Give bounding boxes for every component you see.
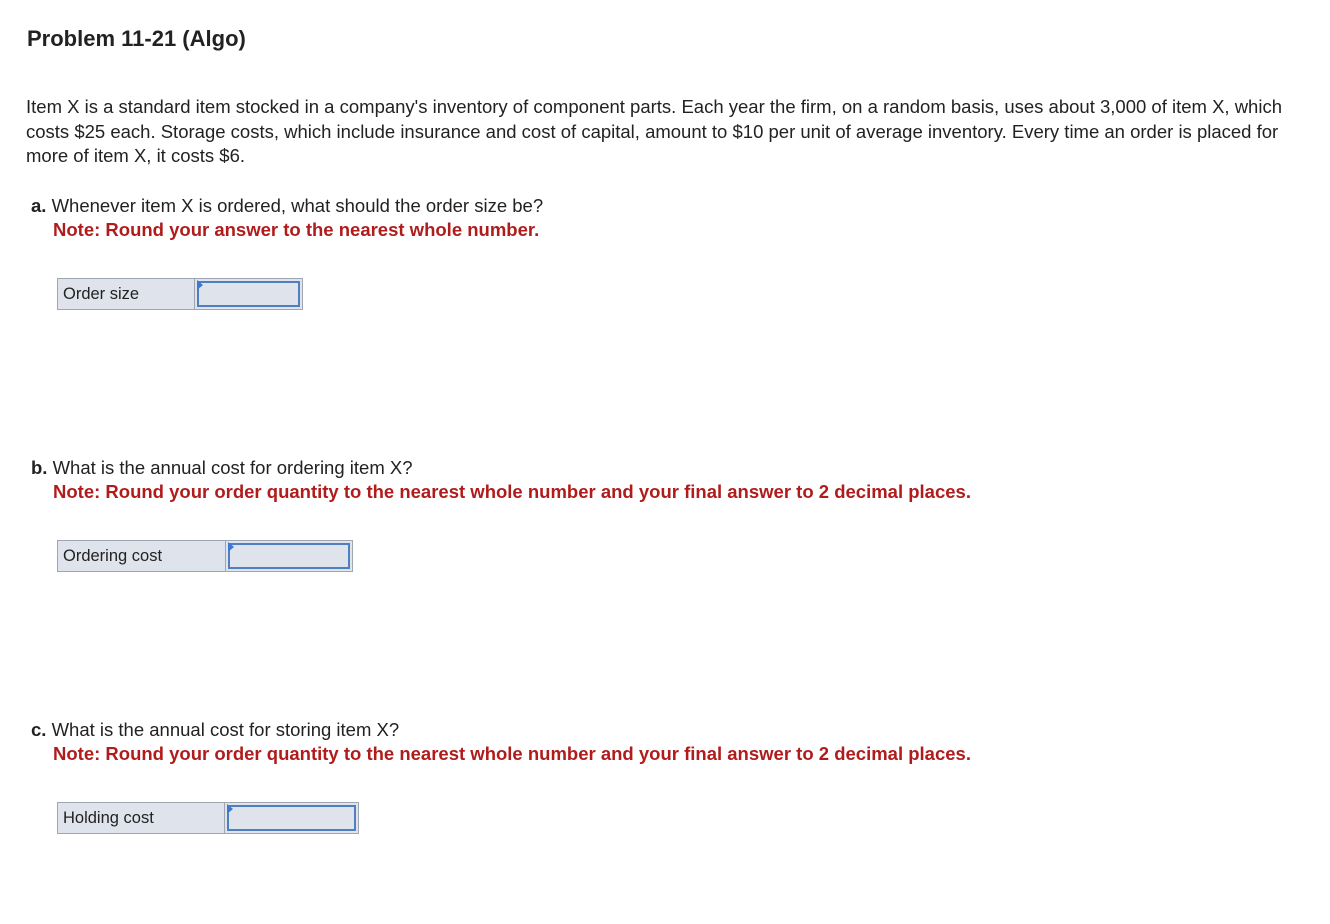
part-b-question <box>31 456 1291 480</box>
part-a <box>31 194 1291 242</box>
problem-statement: Item X is a standard item stocked in a company's inventory of component parts. Each year the firm, on a random basis, uses about 3,000 of item X, which costs $25 each. Storage costs, which include insurance and cost of capital, amount to $10 per unit of average inventory. Every time an order is placed for more of item X, it costs $6. <box>26 96 1282 166</box>
holding-cost-label: Holding cost <box>57 802 225 834</box>
part-c-question-text: What is the annual cost for storing item X? <box>51 719 400 740</box>
flag-icon <box>227 804 233 814</box>
part-c-letter: c. <box>31 719 47 740</box>
part-a-letter: a. <box>31 195 47 216</box>
part-b-question-text: What is the annual cost for ordering item X? <box>52 457 413 478</box>
part-c-question <box>31 718 1291 742</box>
order-size-label: Order size <box>57 278 195 310</box>
part-c <box>31 718 1291 766</box>
order-size-input[interactable] <box>197 281 300 307</box>
holding-cost-input[interactable] <box>227 805 356 831</box>
ordering-cost-field <box>226 540 353 572</box>
order-size-row <box>57 278 303 310</box>
page-title: Problem 11-21 (Algo) <box>27 26 246 51</box>
ordering-cost-row <box>57 540 353 572</box>
order-size-field <box>195 278 303 310</box>
flag-icon <box>228 542 234 552</box>
part-b-letter: b. <box>31 457 48 478</box>
part-b-note: Note: Round your order quantity to the nearest whole number and your final answer to 2 decimal places. <box>53 481 971 502</box>
holding-cost-field <box>225 802 359 834</box>
ordering-cost-label: Ordering cost <box>57 540 226 572</box>
part-a-question-text: Whenever item X is ordered, what should the order size be? <box>51 195 544 216</box>
part-a-note: Note: Round your answer to the nearest whole number. <box>53 219 540 240</box>
holding-cost-row <box>57 802 359 834</box>
ordering-cost-input[interactable] <box>228 543 350 569</box>
part-c-note: Note: Round your order quantity to the nearest whole number and your final answer to 2 decimal places. <box>53 743 971 764</box>
flag-icon <box>197 280 203 290</box>
part-a-question <box>31 194 1291 218</box>
part-b <box>31 456 1291 504</box>
